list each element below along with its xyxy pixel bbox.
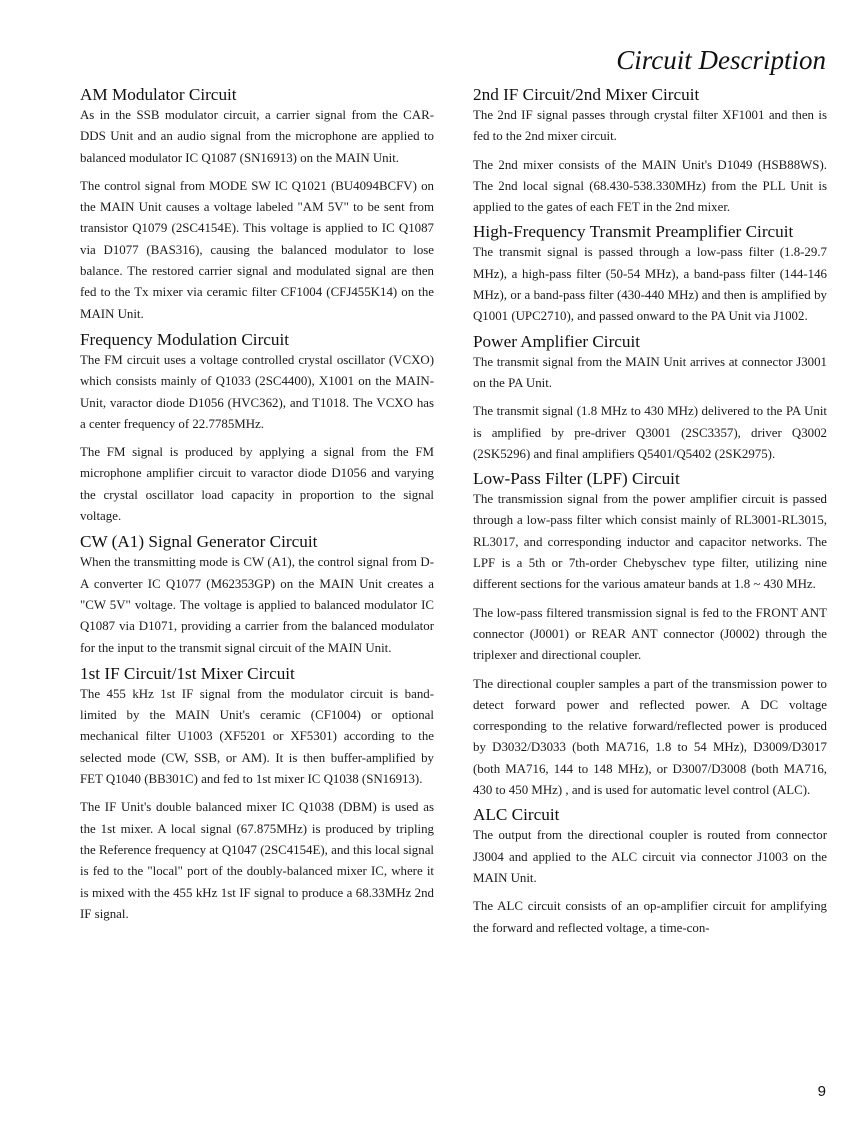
section-frequency-modulation	[80, 329, 434, 527]
paragraph: The IF Unit's double balanced mixer IC Q1038 (DBM) is used as the 1st mixer. A local signal (67.875MHz) is produced by tripling the Reference frequency at Q1047 (2SC4154E), and this local signal is fed to the "local" port of the doubly-balanced mixer IC, where it is mixed with the 455 kHz 1st IF signal to produce a 68.33MHz 2nd IF signal.	[80, 800, 434, 921]
section-heading: AM Modulator Circuit	[80, 85, 237, 104]
paragraph: The low-pass filtered transmission signal is fed to the FRONT ANT connector (J0001) or REAR ANT connector (J0002) through the triplexer and directional coupler.	[473, 605, 827, 663]
section-heading: ALC Circuit	[473, 805, 560, 825]
paragraph: The FM circuit uses a voltage controlled crystal oscillator (VCXO) which consists mainly of Q1033 (2SC4400), X1001 on the MAIN-Unit, varactor diode D1056 (HVC362), and T1018. The VCXO has a center frequency of 22.7785MHz.	[80, 352, 434, 431]
paragraph: The 2nd IF signal passes through crystal filter XF1001 and then is fed to the 2nd mixer circuit.	[473, 108, 827, 144]
paragraph: The transmission signal from the power amplifier circuit is passed through a low-pass filter which consist mainly of RL3001-RL3015, RL3017, and corresponding inductor and capacitor networks. The LPF is a 5th or 7th-order Chebyschev type filter, utilizing nine different sections for the various amateur bands at 1.8 ~ 430 MHz.	[473, 492, 827, 592]
section-1st-if-mixer	[80, 663, 434, 925]
section-heading: 2nd IF Circuit/2nd Mixer Circuit	[473, 85, 700, 104]
section-alc	[473, 804, 827, 938]
paragraph: The transmit signal from the MAIN Unit arrives at connector J3001 on the PA Unit.	[473, 354, 827, 390]
paragraph: The transmit signal (1.8 MHz to 430 MHz) delivered to the PA Unit is amplified by pre-driver Q3001 (2SC3357), driver Q3002 (2SK5296) and final amplifiers Q5401/Q5402 (2SK2975).	[473, 404, 827, 461]
section-power-amplifier	[473, 331, 827, 465]
paragraph: The control signal from MODE SW IC Q1021 (BU4094BCFV) on the MAIN Unit causes a voltage labeled "AM 5V" to be sent from transistor Q1079 (2SC4154E). This voltage is applied to IC Q1087 via D1077 (BAS316), causing the balanced modulator to lose balance. The restored carrier signal and modulated signal are then fed to the Tx mixer via ceramic filter CF1004 (CFJ455K14) on the MAIN Unit.	[80, 178, 434, 321]
page-number: 9	[817, 1083, 826, 1100]
section-heading: High-Frequency Transmit Preamplifier Circuit	[473, 222, 794, 242]
paragraph: The FM signal is produced by applying a signal from the FM microphone amplifier circuit to varactor diode D1056 and varying the crystal oscillator load capacity in proportion to the signal voltage.	[80, 445, 434, 524]
section-heading: 1st IF Circuit/1st Mixer Circuit	[80, 663, 295, 683]
section-heading: Low-Pass Filter (LPF) Circuit	[473, 469, 680, 489]
section-2nd-if-mixer	[473, 84, 827, 218]
section-cw-generator	[80, 531, 434, 658]
paragraph: The transmit signal is passed through a low-pass filter (1.8-29.7 MHz), a high-pass filter (50-54 MHz), a band-pass filter (144-146 MHz), or a band-pass filter (430-440 MHz) and then is amplified by Q1001 (UPC2710), and passed onward to the PA Unit via J1002.	[473, 245, 827, 324]
left-column	[80, 84, 434, 929]
section-heading: Frequency Modulation Circuit	[80, 329, 290, 349]
section-hf-preamp	[473, 221, 827, 327]
section-heading: Power Amplifier Circuit	[473, 331, 641, 351]
section-heading: CW (A1) Signal Generator Circuit	[80, 532, 318, 552]
paragraph: The output from the directional coupler is routed from connector J3004 and applied to the ALC circuit via connector J1003 on the MAIN Unit.	[473, 828, 827, 885]
paragraph: The directional coupler samples a part of the transmission power to detect forward power and reflected power. A DC voltage corresponding to the relative forward/reflected power is produced by D3032/D3033 (both MA716, 1.8 to 54 MHz), D3009/D3017 (both MA716, 144 to 148 MHz), or D3007/D3008 (both MA716, 430 to 450 MHz) , and is used for automatic level control (ALC).	[473, 676, 827, 798]
page-title: Circuit Description	[616, 45, 826, 75]
section-lpf	[473, 468, 827, 801]
paragraph: The 2nd mixer consists of the MAIN Unit's D1049 (HSB88WS). The 2nd local signal (68.430-538.330MHz) from the PLL Unit is applied to the gates of each FET in the 2nd mixer.	[473, 157, 827, 215]
paragraph: As in the SSB modulator circuit, a carrier signal from the CAR-DDS Unit and an audio signal from the microphone are applied to balanced modulator IC Q1087 (SN16913) on the MAIN Unit.	[80, 108, 434, 165]
paragraph: The 455 kHz 1st IF signal from the modulator circuit is band-limited by the MAIN Unit's ceramic (CF1004) or optional mechanical filter U1003 (XF5201 or XF5301) according to the selected mode (CW, SSB, or AM). It is then buffer-amplified by FET Q1040 (BB301C) and fed to 1st mixer IC Q1038 (SN16913).	[80, 686, 434, 787]
paragraph: The ALC circuit consists of an op-amplifier circuit for amplifying the forward and reflected voltage, a time-con-	[473, 899, 827, 935]
section-am-modulator	[80, 84, 434, 325]
paragraph: When the transmitting mode is CW (A1), the control signal from D-A converter IC Q1077 (M62353GP) on the MAIN Unit creates a "CW 5V" voltage. The voltage is applied to balanced modulator IC Q1087 via D1071, providing a carrier from the balanced modulator for the input to the transmit signal circuit of the MAIN Unit.	[80, 555, 434, 655]
right-column	[473, 84, 827, 942]
